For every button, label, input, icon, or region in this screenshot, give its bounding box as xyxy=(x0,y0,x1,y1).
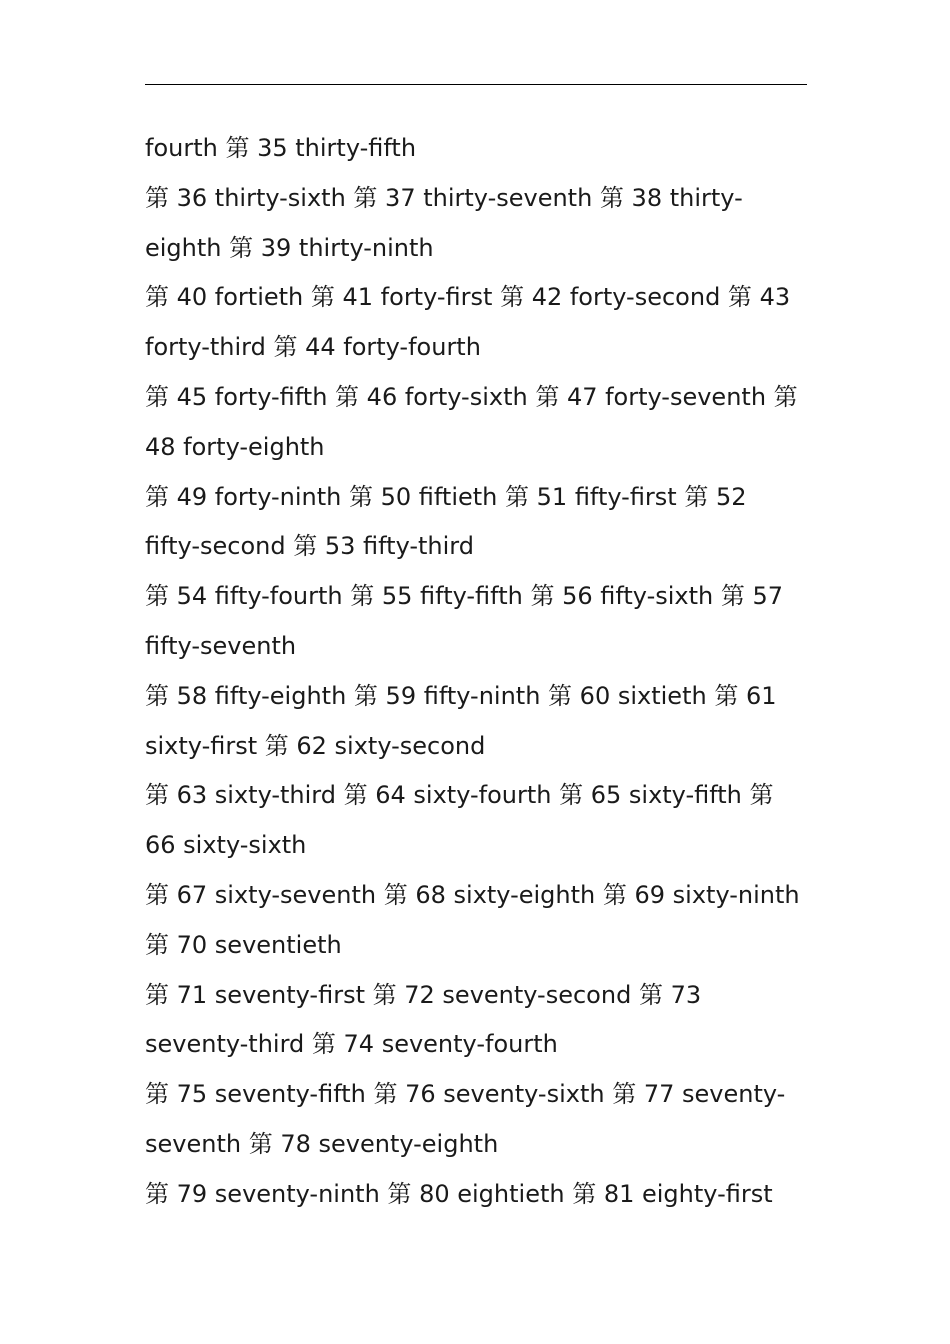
text-line: 第 70 seventieth xyxy=(145,930,342,959)
text-line: 第 71 seventy-first 第 72 seventy-second 第 73 xyxy=(145,980,702,1009)
text-line: sixty-first 第 62 sixty-second xyxy=(145,731,486,760)
paragraph xyxy=(145,672,809,772)
text-line: 第 79 seventy-ninth 第 80 eightieth 第 81 eighty-first xyxy=(145,1179,773,1208)
text-line: seventy-third 第 74 seventy-fourth xyxy=(145,1030,558,1059)
paragraph xyxy=(145,473,809,573)
paragraph xyxy=(145,771,809,871)
text-line: 第 58 fifty-eighth 第 59 fifty-ninth 第 60 sixtieth 第 61 xyxy=(145,681,777,710)
text-line: 第 63 sixty-third 第 64 sixty-fourth 第 65 sixty-fifth 第 xyxy=(145,781,774,810)
text-line: seventh 第 78 seventy-eighth xyxy=(145,1129,499,1158)
text-line: eighth 第 39 thirty-ninth xyxy=(145,233,434,262)
paragraph xyxy=(145,572,809,672)
paragraph xyxy=(145,1170,809,1220)
text-line: fifty-seventh xyxy=(145,631,297,660)
text-line: 第 75 seventy-fifth 第 76 seventy-sixth 第 77 seventy- xyxy=(145,1080,786,1109)
paragraph xyxy=(145,1070,809,1170)
paragraph xyxy=(145,124,809,174)
text-line: 66 sixty-sixth xyxy=(145,831,307,860)
text-line: fifty-second 第 53 fifty-third xyxy=(145,532,474,561)
paragraph xyxy=(145,273,809,373)
text-line: forty-third 第 44 forty-fourth xyxy=(145,333,481,362)
text-line: 第 49 forty-ninth 第 50 fiftieth 第 51 fifty-first 第 52 xyxy=(145,482,747,511)
text-line: fourth 第 35 thirty-fifth xyxy=(145,134,417,162)
paragraph xyxy=(145,971,809,1071)
paragraph xyxy=(145,373,809,473)
paragraph xyxy=(145,871,809,971)
paragraph xyxy=(145,174,809,274)
text-line: 第 45 forty-fifth 第 46 forty-sixth 第 47 forty-seventh 第 xyxy=(145,382,798,411)
header-rule xyxy=(145,84,807,85)
text-line: 第 40 fortieth 第 41 forty-first 第 42 forty-second 第 43 xyxy=(145,283,791,312)
text-line: 48 forty-eighth xyxy=(145,432,325,461)
ordinal-text-body xyxy=(145,124,809,1220)
text-line: 第 67 sixty-seventh 第 68 sixty-eighth 第 69 sixty-ninth xyxy=(145,880,800,909)
text-line: 第 36 thirty-sixth 第 37 thirty-seventh 第 38 thirty- xyxy=(145,183,743,212)
text-line: 第 54 fifty-fourth 第 55 fifty-fifth 第 56 fifty-sixth 第 57 xyxy=(145,582,784,611)
